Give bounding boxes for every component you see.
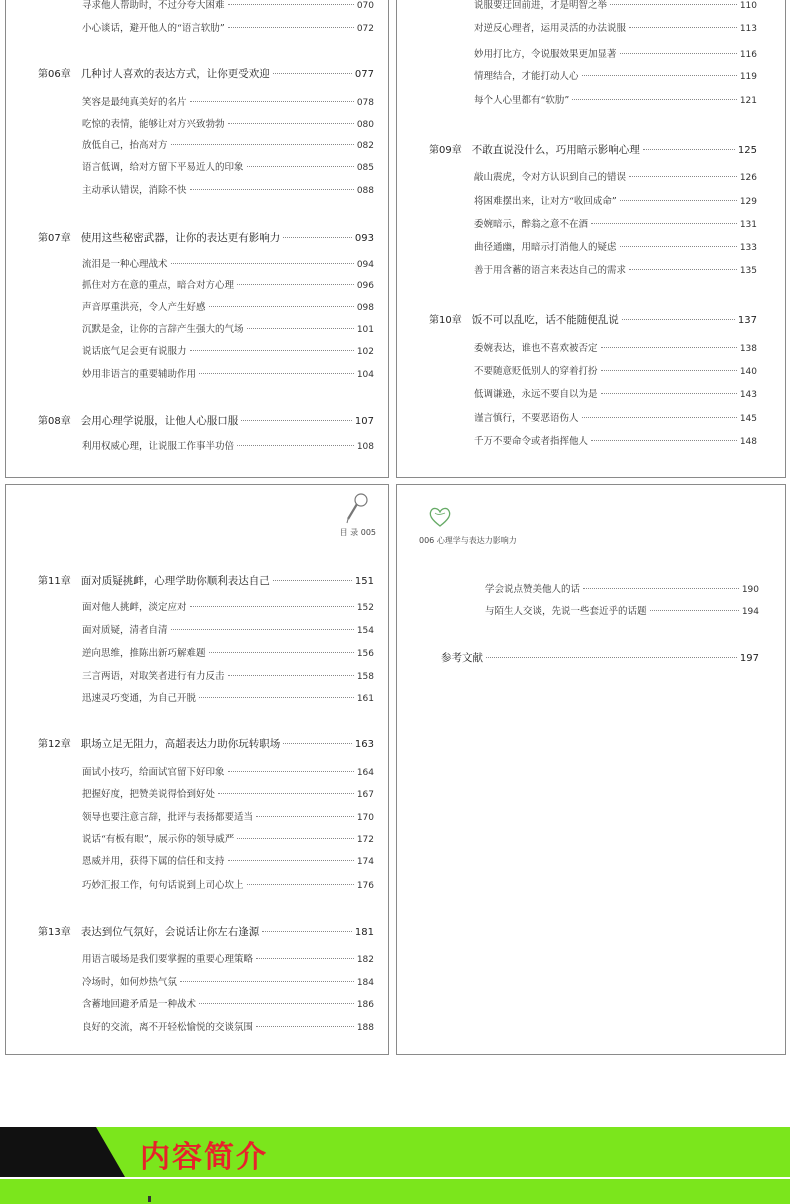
dot-leader (601, 393, 737, 394)
page-number: 140 (739, 367, 757, 377)
bottom-stripe (0, 1179, 790, 1204)
dot-leader (601, 347, 737, 348)
toc-chapter-row (38, 575, 374, 588)
toc-entry-row (474, 95, 757, 107)
dot-leader (629, 269, 737, 270)
dot-leader (247, 884, 354, 885)
page-number: 158 (356, 672, 374, 682)
dot-leader (591, 223, 737, 224)
entry-title: 妙用打比方，令说服效果更加显著 (474, 49, 617, 60)
entry-title: 谨言慎行，不要恶语伤人 (474, 413, 579, 424)
dot-leader (256, 958, 354, 959)
dot-leader (650, 610, 739, 611)
toc-chapter-row (441, 652, 759, 665)
entry-title: 与陌生人交谈，先说一些套近乎的话题 (485, 606, 647, 617)
toc-entry-row (82, 856, 374, 868)
toc-entry-row (82, 324, 374, 336)
page-number: 096 (356, 281, 374, 291)
dot-leader (572, 99, 737, 100)
page-header: 目 录 005 (339, 528, 376, 537)
entry-title: 每个人心里都有“软肋” (474, 95, 570, 106)
dot-leader (643, 149, 735, 150)
page-number: 164 (356, 768, 374, 778)
dot-leader (190, 350, 354, 351)
entry-title: 把握好度，把赞美说得恰到好处 (82, 789, 216, 800)
toc-page-left-bottom (5, 484, 389, 1055)
entry-title: 低调谦逊，永远不要自以为是 (474, 389, 598, 400)
page-number: 116 (739, 50, 757, 60)
toc-entry-row (82, 185, 374, 197)
entry-title: 学会说点赞美他人的话 (485, 584, 581, 595)
entry-title: 寻求他人帮助时，不过分夸大困难 (82, 0, 225, 11)
entry-title: 吃惊的表情，能够让对方兴致勃勃 (82, 119, 225, 130)
dot-leader (199, 1003, 354, 1004)
chapter-title: 使用这些秘密武器，让你的表达更有影响力 (80, 232, 281, 244)
page-number: 186 (356, 1000, 374, 1010)
dot-leader (591, 440, 737, 441)
page-number: 110 (739, 1, 757, 11)
entry-title: 沉默是金，让你的言辞产生强大的气场 (82, 324, 244, 335)
entry-title: 良好的交流，离不开轻松愉悦的交谈氛围 (82, 1022, 254, 1033)
entry-title: 语言低调，给对方留下平易近人的印象 (82, 162, 244, 173)
entry-title: 将困难摆出来，让对方“收回成命” (474, 196, 617, 207)
chapter-title: 几种讨人喜欢的表达方式，让你更受欢迎 (80, 68, 270, 80)
toc-entry-row (82, 977, 374, 989)
chapter-number: 第13章 (38, 927, 71, 938)
page-number: 172 (356, 835, 374, 845)
page-number: 094 (356, 260, 374, 270)
stripe-mark (148, 1196, 151, 1202)
toc-entry-row (82, 259, 374, 271)
page-number: 098 (356, 303, 374, 313)
dot-leader (262, 931, 352, 932)
page-number: 184 (356, 978, 374, 988)
entry-title: 说服要迂回前进，才是明智之举 (474, 0, 608, 11)
toc-entry-row (82, 789, 374, 801)
entry-title: 面试小技巧，给面试官留下好印象 (82, 767, 225, 778)
page-number: 182 (356, 955, 374, 965)
toc-entry-row (82, 97, 374, 109)
page-number: 190 (741, 585, 759, 595)
heart-logo-icon (427, 505, 453, 529)
page-number: 176 (356, 881, 374, 891)
entry-title: 用语言暖场是我们要掌握的重要心理策略 (82, 954, 254, 965)
toc-page-right-bottom (396, 484, 786, 1055)
toc-entry-row (82, 834, 374, 846)
page-number: 148 (739, 437, 757, 447)
dot-leader (273, 580, 352, 581)
banner-title: 内容简介 (140, 1140, 268, 1175)
dot-leader (620, 246, 737, 247)
dot-leader (283, 237, 352, 238)
dot-leader (237, 445, 354, 446)
dot-leader (256, 816, 354, 817)
toc-entry-row (82, 302, 374, 314)
dot-leader (228, 675, 354, 676)
page-number: 101 (356, 325, 374, 335)
toc-chapter-row (38, 738, 374, 751)
page-number: 126 (739, 173, 757, 183)
toc-chapter-row (429, 144, 757, 157)
toc-entry-row (474, 436, 757, 448)
dot-leader (620, 200, 737, 201)
dot-leader (171, 629, 354, 630)
page-number: 174 (356, 857, 374, 867)
toc-entry-row (474, 343, 757, 355)
dot-leader (237, 838, 354, 839)
chapter-number: 第12章 (38, 739, 71, 750)
page-number: 080 (356, 120, 374, 130)
entry-title: 声音厚重洪亮，令人产生好感 (82, 302, 206, 313)
dot-leader (247, 166, 354, 167)
dot-leader (620, 53, 737, 54)
dot-leader (228, 123, 354, 124)
page-number: 154 (356, 626, 374, 636)
page-number: 151 (354, 576, 374, 587)
dot-leader (247, 328, 354, 329)
dot-leader (610, 4, 737, 5)
page-number: 121 (739, 96, 757, 106)
toc-entry-row (474, 366, 757, 378)
chapter-title: 饭不可以乱吃，话不能随便乱说 (471, 314, 619, 326)
dot-leader (209, 306, 354, 307)
toc-entry-row (474, 71, 757, 83)
toc-chapter-row (38, 68, 374, 81)
page-number: 163 (354, 739, 374, 750)
page-number: 161 (356, 694, 374, 704)
toc-entry-row (474, 23, 757, 35)
chapter-title: 会用心理学说服，让他人心服口服 (80, 415, 239, 427)
page-number: 070 (356, 1, 374, 11)
page-number: 197 (739, 653, 759, 664)
page-number: 113 (739, 24, 757, 34)
toc-page-left-top (5, 0, 389, 478)
entry-title: 恩威并用，获得下属的信任和支持 (82, 856, 225, 867)
toc-entry-row (82, 1022, 374, 1034)
toc-entry-row (82, 119, 374, 131)
entry-title: 笑容是最纯真美好的名片 (82, 97, 187, 108)
toc-entry-row (474, 242, 757, 254)
toc-chapter-row (38, 926, 374, 939)
dot-leader (190, 189, 354, 190)
dot-leader (622, 319, 735, 320)
toc-entry-row (82, 162, 374, 174)
page-number: 082 (356, 141, 374, 151)
chapter-title: 面对质疑挑衅，心理学助你顺利表达自己 (80, 575, 270, 587)
toc-page-right-top (396, 0, 786, 478)
microphone-icon (344, 491, 370, 525)
toc-entry-row (474, 219, 757, 231)
dot-leader (241, 420, 352, 421)
dot-leader (283, 743, 352, 744)
dot-leader (582, 417, 737, 418)
page-number: 143 (739, 390, 757, 400)
toc-entry-row (82, 648, 374, 660)
entry-title: 迅速灵巧变通，为自己开脱 (82, 693, 197, 704)
dot-leader (199, 373, 354, 374)
page-header: 006 心理学与表达力影响力 (419, 536, 517, 545)
chapter-number: 第07章 (38, 233, 71, 244)
toc-entry-row (82, 23, 374, 35)
entry-title: 放低自己，抬高对方 (82, 140, 168, 151)
page-number: 129 (739, 197, 757, 207)
page-number: 102 (356, 347, 374, 357)
toc-entry-row (485, 606, 759, 618)
toc-entry-row (82, 767, 374, 779)
chapter-number: 第11章 (38, 576, 71, 587)
page-number: 145 (739, 414, 757, 424)
toc-chapter-row (38, 232, 374, 245)
toc-entry-row (82, 880, 374, 892)
toc-entry-row (82, 954, 374, 966)
toc-entry-row (474, 172, 757, 184)
entry-title: 不要随意贬低别人的穿着打扮 (474, 366, 598, 377)
toc-entry-row (474, 196, 757, 208)
entry-title: 小心谈话，避开他人的“语言软肋” (82, 23, 225, 34)
dot-leader (218, 793, 354, 794)
entry-title: 面对他人挑衅，淡定应对 (82, 602, 187, 613)
dot-leader (273, 73, 352, 74)
dot-leader (486, 657, 737, 658)
page-number: 108 (356, 442, 374, 452)
entry-title: 委婉表达，谁也不喜欢被否定 (474, 343, 598, 354)
toc-entry-row (82, 346, 374, 358)
page-number: 135 (739, 266, 757, 276)
toc-chapter-row (429, 314, 757, 327)
chapter-title: 职场立足无阻力，高超表达力助你玩转职场 (80, 738, 281, 750)
page-number: 152 (356, 603, 374, 613)
chapter-number: 第09章 (429, 145, 462, 156)
entry-title: 逆向思维，推陈出新巧解难题 (82, 648, 206, 659)
page-number: 072 (356, 24, 374, 34)
toc-entry-row (474, 389, 757, 401)
dot-leader (228, 4, 354, 5)
page-number: 119 (739, 72, 757, 82)
dot-leader (171, 144, 354, 145)
entry-title: 面对质疑，清者自清 (82, 625, 168, 636)
entry-title: 领导也要注意言辞，批评与表扬都要适当 (82, 812, 254, 823)
page-number: 167 (356, 790, 374, 800)
toc-entry-row (82, 999, 374, 1011)
toc-entry-row (82, 812, 374, 824)
page-number: 125 (737, 145, 757, 156)
dot-leader (601, 370, 737, 371)
toc-entry-row (474, 413, 757, 425)
entry-title: 含蓄地回避矛盾是一种战术 (82, 999, 197, 1010)
dot-leader (582, 75, 737, 76)
entry-title: 情理结合，才能打动人心 (474, 71, 579, 82)
entry-title: 敲山震虎，令对方认识到自己的错误 (474, 172, 627, 183)
dot-leader (209, 652, 354, 653)
toc-entry-row (82, 441, 374, 453)
page-number: 137 (737, 315, 757, 326)
entry-title: 抓住对方在意的重点，暗合对方心理 (82, 280, 235, 291)
page-number: 131 (739, 220, 757, 230)
toc-entry-row (474, 265, 757, 277)
chapter-title: 参考文献 (441, 652, 483, 664)
dot-leader (228, 27, 354, 28)
entry-title: 说话底气足会更有说服力 (82, 346, 187, 357)
toc-chapter-row (38, 415, 374, 428)
chapter-number: 第10章 (429, 315, 462, 326)
toc-entry-row (82, 671, 374, 683)
entry-title: 委婉暗示，醉翁之意不在酒 (474, 219, 589, 230)
page-number: 170 (356, 813, 374, 823)
page-number: 181 (354, 927, 374, 938)
entry-title: 流泪是一种心理战术 (82, 259, 168, 270)
toc-entry-row (474, 49, 757, 61)
page-number: 107 (354, 416, 374, 427)
page-number: 133 (739, 243, 757, 253)
entry-title: 妙用非语言的重要辅助作用 (82, 369, 197, 380)
chapter-title: 不敢直说没什么，巧用暗示影响心理 (471, 144, 640, 156)
page-number: 138 (739, 344, 757, 354)
page-number: 194 (741, 607, 759, 617)
dot-leader (629, 176, 737, 177)
entry-title: 主动承认错误，消除不快 (82, 185, 187, 196)
entry-title: 巧妙汇报工作，句句话说到上司心坎上 (82, 880, 244, 891)
toc-entry-row (82, 0, 374, 12)
dot-leader (237, 284, 354, 285)
toc-entry-row (82, 140, 374, 152)
dot-leader (583, 588, 739, 589)
toc-entry-row (485, 584, 759, 596)
toc-entry-row (82, 625, 374, 637)
dot-leader (629, 27, 737, 28)
dot-leader (180, 981, 354, 982)
entry-title: 利用权威心理，让说服工作事半功倍 (82, 441, 235, 452)
dot-leader (190, 101, 354, 102)
toc-entry-row (82, 369, 374, 381)
page-number: 104 (356, 370, 374, 380)
dot-leader (190, 606, 354, 607)
entry-title: 说话“有板有眼”，展示你的领导威严 (82, 834, 235, 845)
chapter-number: 第06章 (38, 69, 71, 80)
dot-leader (228, 771, 354, 772)
entry-title: 善于用含蓄的语言来表达自己的需求 (474, 265, 627, 276)
page-number: 078 (356, 98, 374, 108)
page-number: 085 (356, 163, 374, 173)
chapter-title: 表达到位气氛好，会说话让你左右逢源 (80, 926, 260, 938)
entry-title: 对逆反心理者，运用灵活的办法说服 (474, 23, 627, 34)
page-number: 077 (354, 69, 374, 80)
toc-entry-row (82, 693, 374, 705)
page-number: 188 (356, 1023, 374, 1033)
page-number: 088 (356, 186, 374, 196)
entry-title: 千万不要命令或者指挥他人 (474, 436, 589, 447)
entry-title: 曲径通幽，用暗示打消他人的疑虑 (474, 242, 617, 253)
chapter-number: 第08章 (38, 416, 71, 427)
toc-entry-row (82, 280, 374, 292)
dot-leader (171, 263, 354, 264)
dot-leader (256, 1026, 354, 1027)
entry-title: 冷场时，如何炒热气氛 (82, 977, 178, 988)
toc-entry-row (474, 0, 757, 12)
page-number: 156 (356, 649, 374, 659)
toc-entry-row (82, 602, 374, 614)
entry-title: 三言两语，对取笑者进行有力反击 (82, 671, 225, 682)
dot-leader (228, 860, 354, 861)
dot-leader (199, 697, 354, 698)
page-number: 093 (354, 233, 374, 244)
